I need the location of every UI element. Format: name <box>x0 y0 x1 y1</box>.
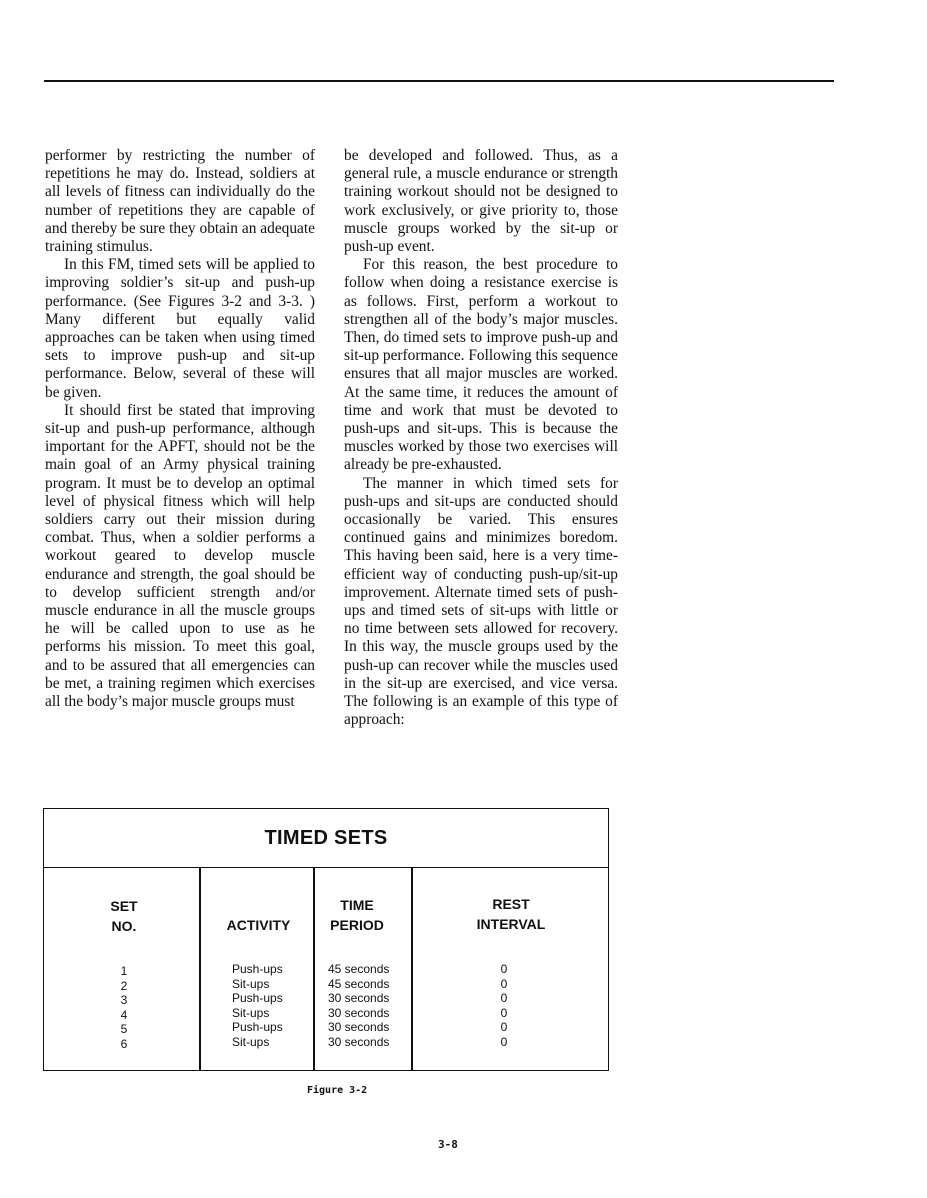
table-cell: 0 <box>500 1005 508 1020</box>
right-paragraph-2: For this reason, the best procedure to follow when doing a resistance exercise is as follows. First, perform a workout to strengthen all of the body’s major muscles. Then, do timed sets to improve push-up and sit-up performance. Following this sequence ensures that all major muscles are worked. At the same time, it reduces the amount of time and work that must be devoted to push-ups and sit-ups. This is because the muscles worked by those two exercises will already be pre-exhausted. <box>344 256 618 474</box>
header-text: PERIOD <box>330 917 384 933</box>
left-column <box>45 147 315 711</box>
table-cell: 45 seconds <box>328 962 390 976</box>
left-paragraph-2: In this FM, timed sets will be applied to improving soldier’s sit-up and push-up performance. (See Figures 3-2 and 3-3. ) Many different but equally valid approaches can be taken when using timed sets to improve push-up and sit-up performance. Below, several of these will be given. <box>45 256 315 401</box>
header-text: REST <box>492 896 530 912</box>
table-cell: 30 seconds <box>328 1005 390 1020</box>
table-cell: 5 <box>120 1022 128 1037</box>
table-cell: Push-ups <box>232 1020 283 1035</box>
table-cell: 1 <box>120 964 128 978</box>
header-text: SET <box>110 898 138 914</box>
table-title: TIMED SETS <box>44 809 608 868</box>
right-column <box>344 147 618 730</box>
table-cell: 0 <box>500 962 508 976</box>
page-number: 3-8 <box>438 1138 458 1151</box>
rest-interval-column <box>484 962 524 1050</box>
time-period-header <box>315 895 399 935</box>
set-number-column <box>104 964 144 1052</box>
rest-interval-header <box>413 894 609 934</box>
header-text: NO. <box>111 918 137 934</box>
activity-header: ACTIVITY <box>226 917 291 933</box>
left-paragraph-3: It should first be stated that improving sit-up and push-up performance, although important for the APFT, should not be the main goal of an Army physical training program. It must be to develop an optimal level of physical fitness which will help soldiers carry out their mission during combat. Thus, when a soldier performs a workout geared to develop muscle endurance and strength, the goal should be to develop sufficient strength and/or muscle endurance in all the muscle groups he will be called upon to use as he performs his mission. To meet this goal, and to be assured that all emergencies can be met, a training regimen which exercises all the body’s major muscle groups must <box>45 401 315 711</box>
right-paragraph-3: The manner in which timed sets for push-ups and sit-ups are conducted should occasionally be varied. This ensures continued gains and minimizes boredom. This having been said, here is a very time-efficient way of conducting push-up/sit-up improvement. Alternate timed sets of push-ups and timed sets of sit-ups with little or no time between sets allowed for recovery. In this way, the muscle groups used by the push-up can recover while the muscles used in the sit-up are exercised, and vice versa. The following is an example of this type of approach: <box>344 474 618 729</box>
column-divider <box>199 867 201 1070</box>
table-cell: 0 <box>500 1020 508 1035</box>
table-cell: 0 <box>500 976 508 991</box>
header-text: TIME <box>340 897 374 913</box>
activity-column <box>232 962 312 1050</box>
table-cell: Push-ups <box>232 962 283 976</box>
timed-sets-table <box>43 808 609 1071</box>
table-cell: Push-ups <box>232 991 283 1006</box>
table-cell: 2 <box>120 978 128 993</box>
table-cell: 30 seconds <box>328 1020 390 1035</box>
table-cell: Sit-ups <box>232 1005 270 1020</box>
table-cell: 45 seconds <box>328 976 390 991</box>
table-cell: 0 <box>500 991 508 1006</box>
table-cell: 30 seconds <box>328 991 390 1006</box>
left-paragraph-1: performer by restricting the number of repetitions he may do. Instead, soldiers at all levels of fitness can individually do the number of repetitions they are capable of and thereby be sure they obtain an adequate training stimulus. <box>45 147 315 256</box>
table-cell: 30 seconds <box>328 1034 390 1049</box>
table-cell: 0 <box>500 1034 508 1049</box>
table-cell: 3 <box>120 993 128 1008</box>
set-no-header <box>94 896 154 936</box>
header-rule <box>44 80 834 82</box>
header-text: INTERVAL <box>476 916 546 932</box>
table-cell: Sit-ups <box>232 976 270 991</box>
figure-caption: Figure 3-2 <box>307 1085 368 1096</box>
right-paragraph-1: be developed and followed. Thus, as a general rule, a muscle endurance or strength training workout should not be designed to work exclusively, or give priority to, those muscle groups worked by the sit-up or push-up event. <box>344 147 618 256</box>
table-cell: Sit-ups <box>232 1034 270 1049</box>
table-cell: 4 <box>120 1007 128 1022</box>
time-period-column <box>328 962 410 1050</box>
table-cell: 6 <box>120 1036 128 1051</box>
